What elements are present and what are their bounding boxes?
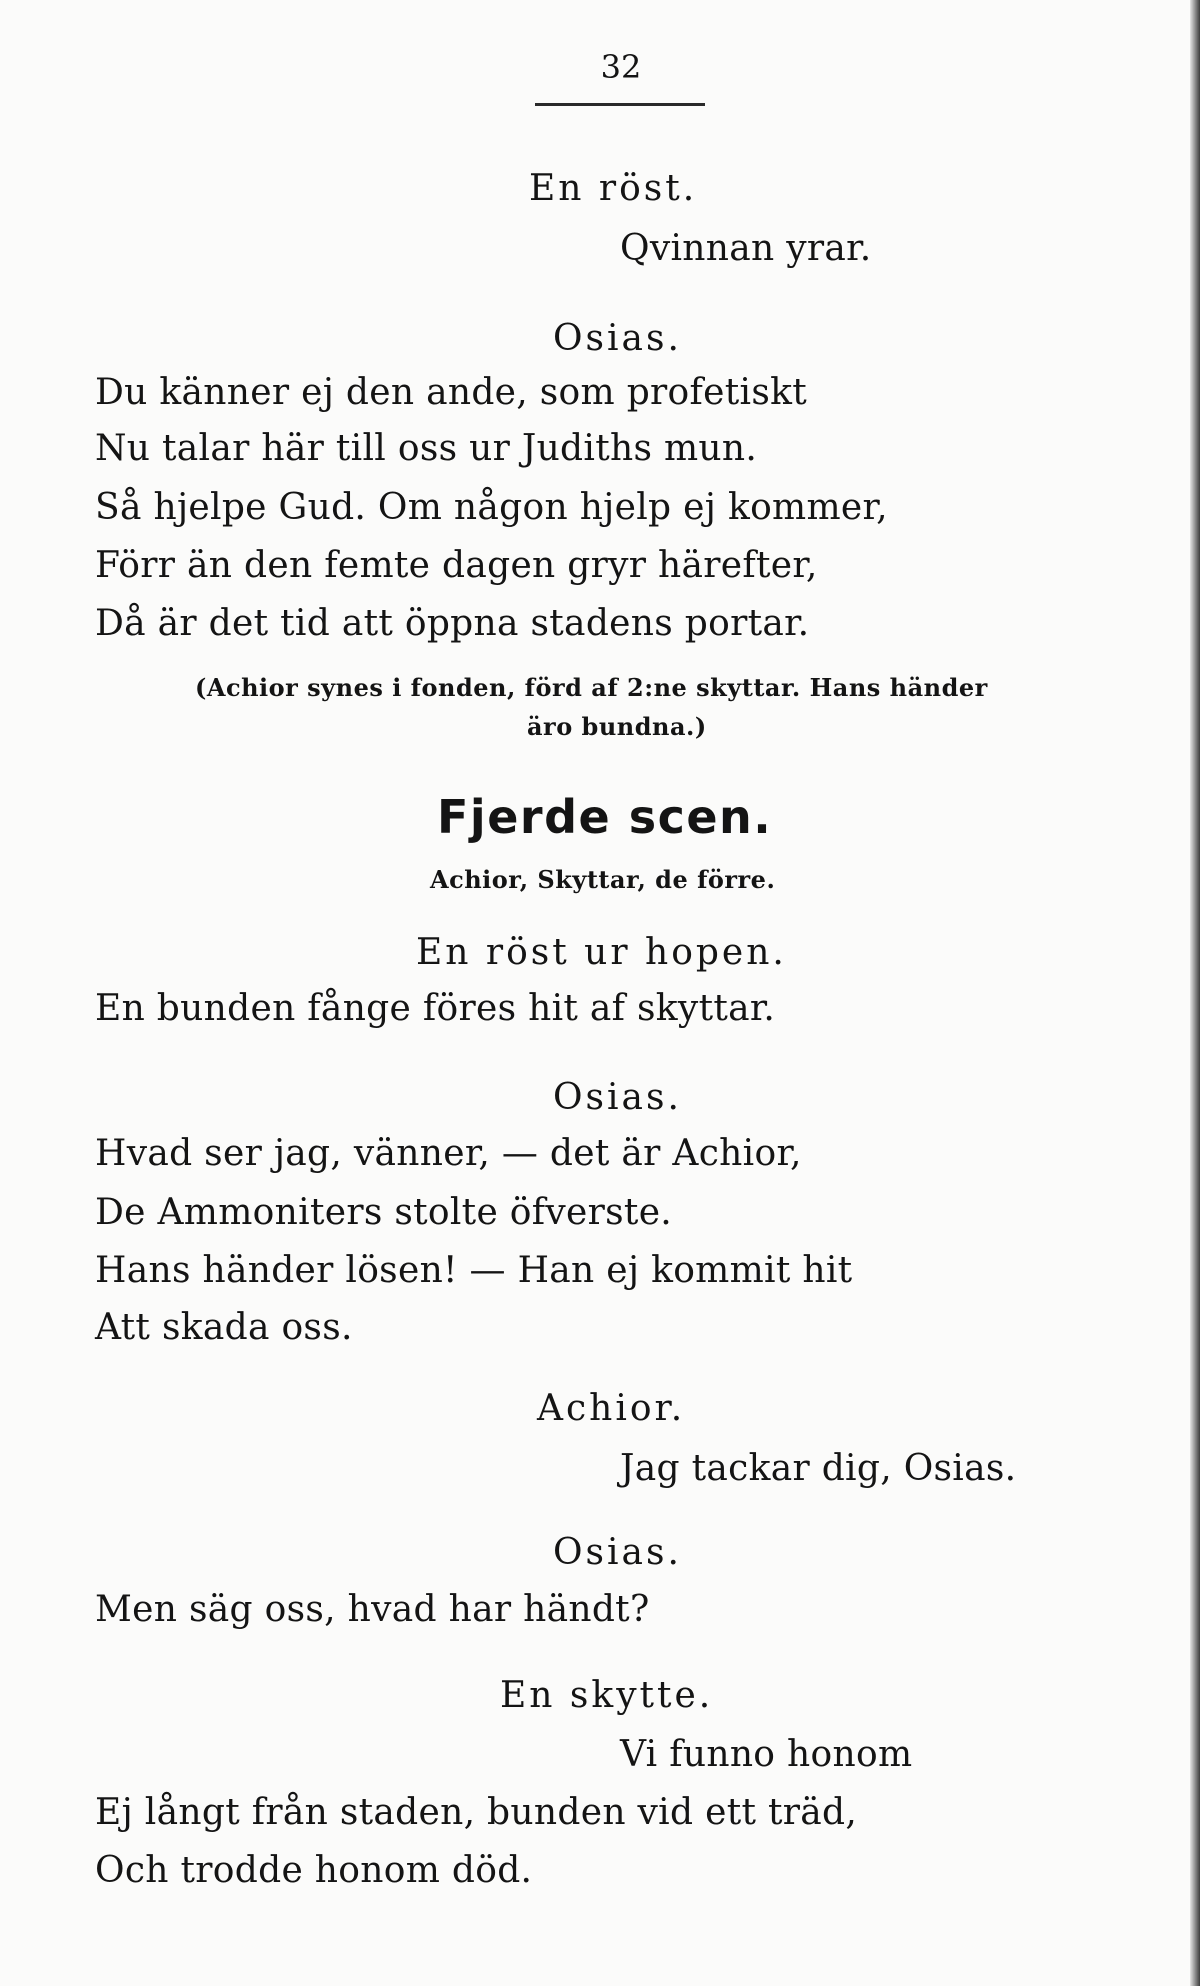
- verse-line: Vi funno honom: [620, 1734, 913, 1775]
- stage-direction: äro bundna.): [527, 712, 707, 741]
- speaker-osias: Osias.: [553, 318, 682, 359]
- page-number: 32: [600, 48, 642, 86]
- speaker-achior: Achior.: [537, 1388, 686, 1429]
- verse-line: Jag tackar dig, Osias.: [620, 1448, 1017, 1489]
- speaker-osias: Osias.: [553, 1077, 682, 1118]
- scene-cast: Achior, Skyttar, de förre.: [430, 865, 776, 894]
- verse-line: Och trodde honom död.: [95, 1850, 533, 1891]
- verse-line: Du känner ej den ande, som profetiskt: [95, 372, 807, 413]
- speaker-en-rost-ur-hopen: En röst ur hopen.: [416, 932, 787, 973]
- verse-line: De Ammoniters stolte öfverste.: [95, 1192, 673, 1233]
- verse-line: Förr än den femte dagen gryr härefter,: [95, 545, 818, 586]
- verse-line: En bunden fånge föres hit af skyttar.: [95, 988, 776, 1029]
- verse-line: Nu talar här till oss ur Judiths mun.: [95, 428, 758, 469]
- scene-title: Fjerde scen.: [437, 790, 773, 844]
- verse-line: Men säg oss, hvad har händt?: [95, 1589, 650, 1630]
- speaker-en-skytte: En skytte.: [500, 1675, 714, 1716]
- stage-direction: (Achior synes i fonden, förd af 2:ne skyttar. Hans händer: [195, 673, 988, 702]
- verse-line: Hvad ser jag, vänner, — det är Achior,: [95, 1133, 802, 1174]
- verse-line: Att skada oss.: [95, 1307, 353, 1348]
- verse-line: Då är det tid att öppna stadens portar.: [95, 603, 810, 644]
- page-binding-edge: [1190, 0, 1200, 1986]
- verse-line: Qvinnan yrar.: [620, 228, 872, 269]
- speaker-en-rost: En röst.: [529, 168, 698, 209]
- verse-line: Ej långt från staden, bunden vid ett träd,: [95, 1792, 858, 1833]
- verse-line: Hans händer lösen! — Han ej kommit hit: [95, 1250, 853, 1291]
- page-number-rule: [535, 103, 705, 106]
- speaker-osias: Osias.: [553, 1532, 682, 1573]
- verse-line: Så hjelpe Gud. Om någon hjelp ej kommer,: [95, 487, 888, 528]
